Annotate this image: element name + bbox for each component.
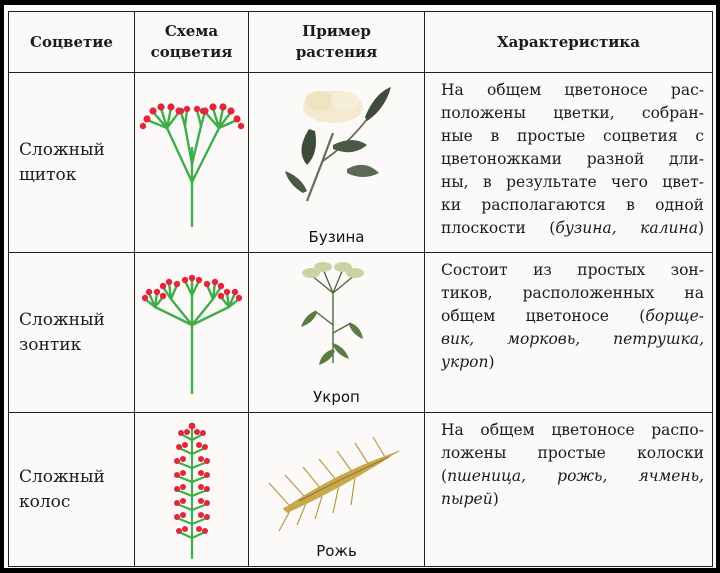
compound-umbel-diagram [139, 271, 245, 395]
inflorescence-table [8, 11, 713, 567]
description-line: Состоит из простых зон- [441, 261, 704, 279]
header-row [9, 12, 713, 73]
dill-illustration [249, 253, 425, 385]
characteristic-cell [425, 73, 713, 253]
compound-spike-diagram [147, 420, 237, 560]
table-page [4, 5, 716, 568]
compound-spike-scheme [135, 413, 249, 567]
description-line: общем цветоносе (борще- [441, 307, 704, 325]
description-line: ки располагаются в одной [441, 196, 704, 214]
description-line: пырей) [441, 490, 499, 508]
description-line: ложены простые колоски [441, 444, 704, 462]
compound-corymb-diagram [139, 98, 245, 228]
description-line: положены цветки, собран- [441, 104, 704, 122]
rye-illustration [249, 413, 425, 535]
plant-example-rye [249, 413, 425, 567]
table-row [9, 73, 713, 253]
inflorescence-name: Сложный колос [9, 413, 135, 567]
header-example: Пример растения [249, 12, 425, 73]
plant-example-dill [249, 253, 425, 413]
description-line: плоскости (бузина, калина) [441, 219, 704, 237]
description-line: тиков, расположенных на [441, 284, 704, 302]
inflorescence-name: Сложный зонтик [9, 253, 135, 413]
header-scheme: Схема соцветия [135, 12, 249, 73]
table-row [9, 253, 713, 413]
description-line: укроп) [441, 353, 495, 371]
description-line: На общем цветоносе распо- [441, 421, 704, 439]
header-inflorescence: Соцветие [9, 12, 135, 73]
characteristic-cell [425, 253, 713, 413]
compound-umbel-scheme [135, 253, 249, 413]
description-line: На общем цветоносе рас- [441, 81, 704, 99]
plant-name: Укроп [313, 388, 360, 406]
plant-example-elderberry [249, 73, 425, 253]
table-row [9, 413, 713, 567]
description-line: ные в простые соцветия с [441, 127, 704, 145]
description-line: цветоножками разной дли- [441, 150, 704, 168]
description-line: (пшеница, рожь, ячмень, [441, 467, 704, 485]
plant-name: Бузина [308, 228, 365, 246]
characteristic-cell [425, 413, 713, 567]
description-line: вик, морковь, петрушка, [441, 330, 704, 348]
description-line: ны, в результате чего цвет- [441, 173, 704, 191]
plant-name: Рожь [316, 542, 357, 560]
compound-corymb-scheme [135, 73, 249, 253]
elderberry-illustration [249, 73, 425, 223]
header-characteristic: Характеристика [425, 12, 713, 73]
inflorescence-name: Сложный щиток [9, 73, 135, 253]
